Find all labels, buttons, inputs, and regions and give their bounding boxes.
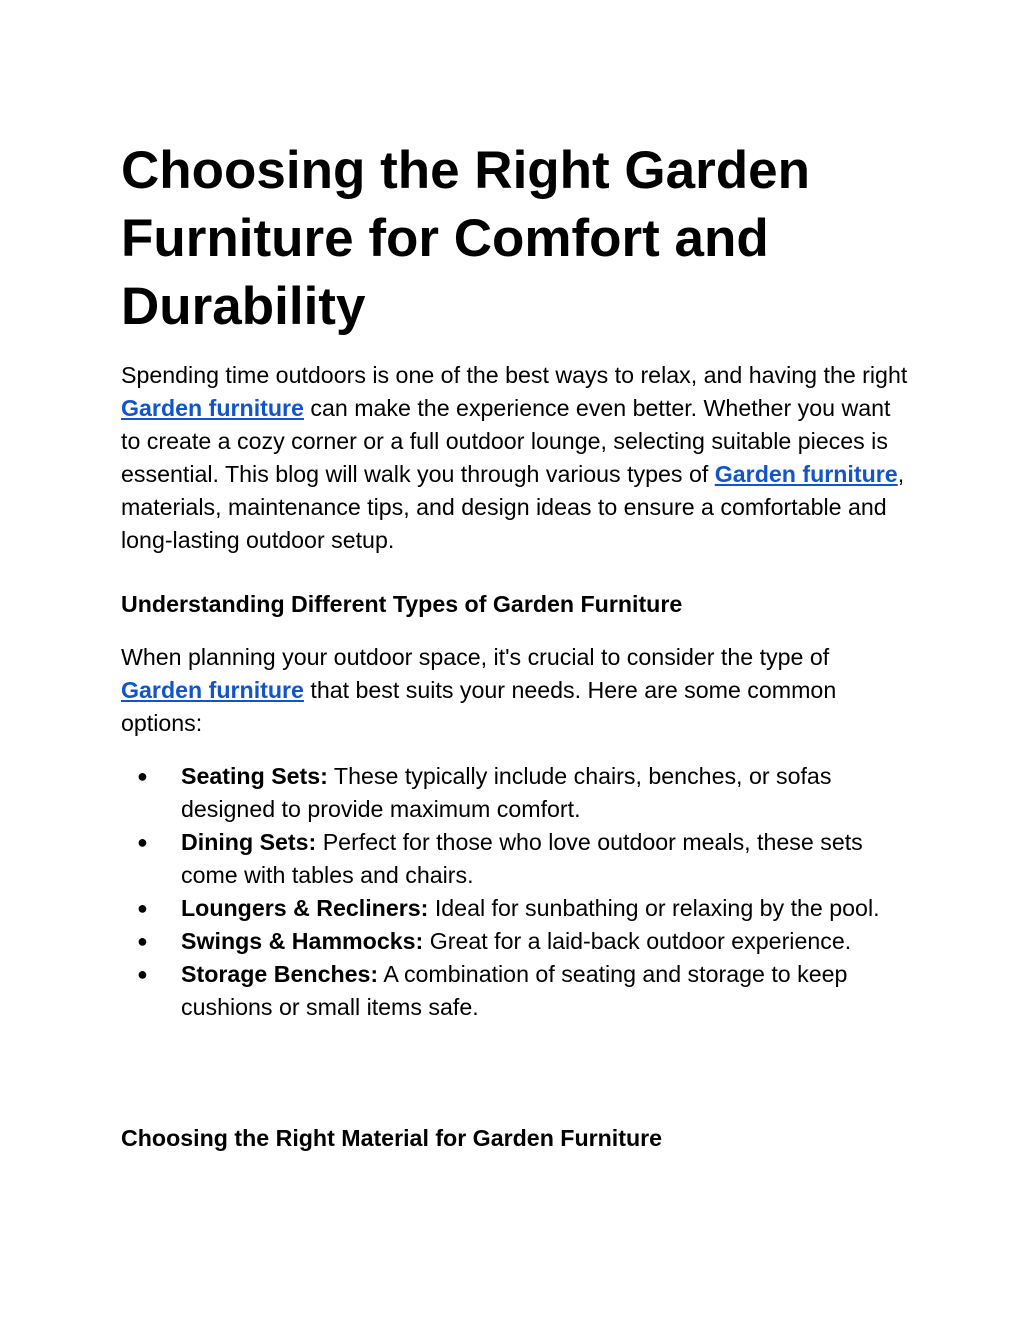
list-item	[121, 958, 911, 1024]
list-item-label: Dining Sets:	[181, 829, 317, 855]
list-item-text: Ideal for sunbathing or relaxing by the pool.	[428, 895, 880, 921]
list-item	[121, 826, 911, 892]
list-item-label: Storage Benches:	[181, 961, 379, 987]
garden-furniture-link-3[interactable]: Garden furniture	[121, 677, 304, 703]
list-item	[121, 892, 911, 925]
intro-text-1: Spending time outdoors is one of the best ways to relax, and having the right	[121, 362, 908, 388]
section-heading-types: Understanding Different Types of Garden Furniture	[121, 591, 683, 617]
types-paragraph	[121, 641, 911, 740]
types-text-2: that best suits your needs. Here are some common options:	[121, 677, 837, 736]
list-item-label: Loungers & Recliners:	[181, 895, 429, 921]
list-item-label: Swings & Hammocks:	[181, 928, 424, 954]
bullet-icon: ●	[137, 832, 148, 852]
bullet-icon: ●	[137, 766, 148, 786]
garden-furniture-link-1[interactable]: Garden furniture	[121, 395, 304, 421]
bullet-icon: ●	[137, 964, 148, 984]
list-item	[121, 760, 911, 826]
intro-paragraph	[121, 359, 911, 557]
garden-furniture-link-2[interactable]: Garden furniture	[714, 461, 898, 487]
list-item-label: Seating Sets:	[181, 763, 328, 789]
article-title: Choosing the Right Garden Furniture for Comfort and Durability	[121, 141, 810, 336]
types-text-1: When planning your outdoor space, it's crucial to consider the type of	[121, 644, 830, 670]
intro-text-2: can make the experience even better. Whether you want to create a cozy corner or a full outdoor lounge, selecting suitable pieces is essential. This blog will walk you through various types of	[121, 395, 891, 487]
section-heading-material: Choosing the Right Material for Garden Furniture	[121, 1125, 663, 1151]
list-item-text: Perfect for those who love outdoor meals, these sets come with tables and chairs.	[181, 829, 863, 888]
intro-text-3: , materials, maintenance tips, and design ideas to ensure a comfortable and long-lasting outdoor setup.	[121, 461, 905, 553]
list-item-text: A combination of seating and storage to keep cushions or small items safe.	[181, 961, 848, 1020]
furniture-types-list	[121, 760, 911, 1024]
bullet-icon: ●	[137, 898, 148, 918]
list-item-text: Great for a laid-back outdoor experience.	[423, 928, 852, 954]
list-item-text: These typically include chairs, benches, or sofas designed to provide maximum comfort.	[181, 763, 832, 822]
bullet-icon: ●	[137, 931, 148, 951]
list-item	[121, 925, 911, 958]
